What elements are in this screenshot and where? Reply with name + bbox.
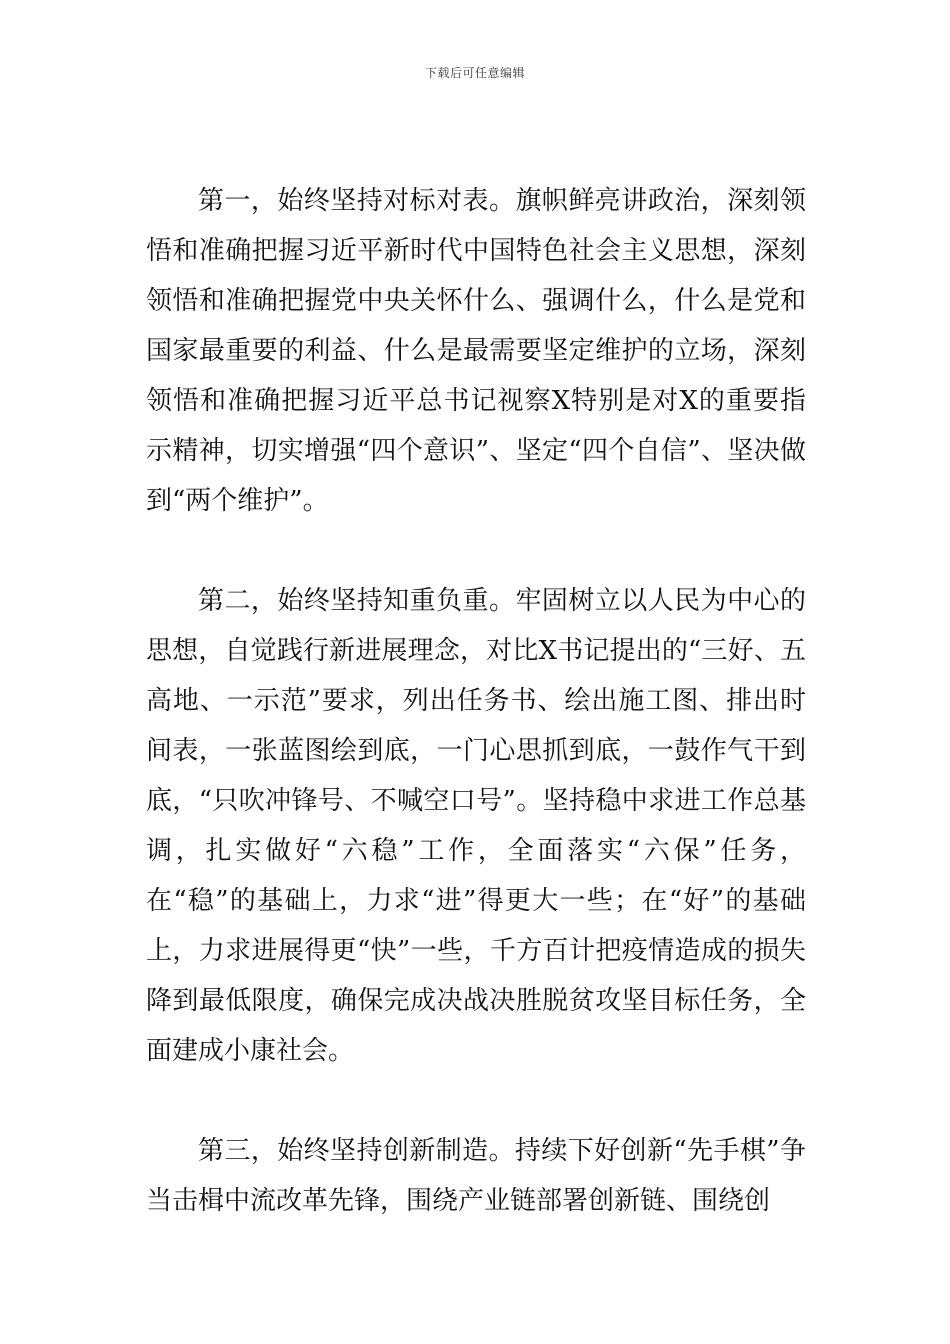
paragraph-2: 第二，始终坚持知重负重。牢固树立以人民为中心的思想，自觉践行新进展理念，对比X书记提出的“三好、五高地、一示范”要求，列出任务书、绘出施工图、排出时间表，一张蓝图绘到底，一门心思抓到底，一鼓作气干到底，“只吹冲锋号、不喊空口号”。坚持稳中求进工作总基调，扎实做好“六稳”工作，全面落实“六保”任务，在“稳”的基础上，力求“进”得更大一些；在“好”的基础上，力求进展得更“快”一些，千方百计把疫情造成的损失降到最低限度，确保完成决战决胜脱贫攻坚目标任务，全面建成小康社会。 [146, 586, 806, 1066]
paragraph-3: 第三，始终坚持创新制造。持续下好创新“先手棋”争当击楫中流改革先锋，围绕产业链部署创新链、围绕创 [146, 1136, 806, 1216]
document-body [146, 176, 806, 1276]
paragraph-1: 第一，始终坚持对标对表。旗帜鲜亮讲政治，深刻领悟和准确把握习近平新时代中国特色社会主义思想，深刻领悟和准确把握党中央关怀什么、强调什么，什么是党和国家最重要的利益、什么是最需要坚定维护的立场，深刻领悟和准确把握习近平总书记视察X特别是对X的重要指示精神，切实增强“四个意识”、坚定“四个自信”、坚决做到“两个维护”。 [146, 186, 806, 516]
page-header: 下载后可任意编辑 [424, 66, 525, 80]
